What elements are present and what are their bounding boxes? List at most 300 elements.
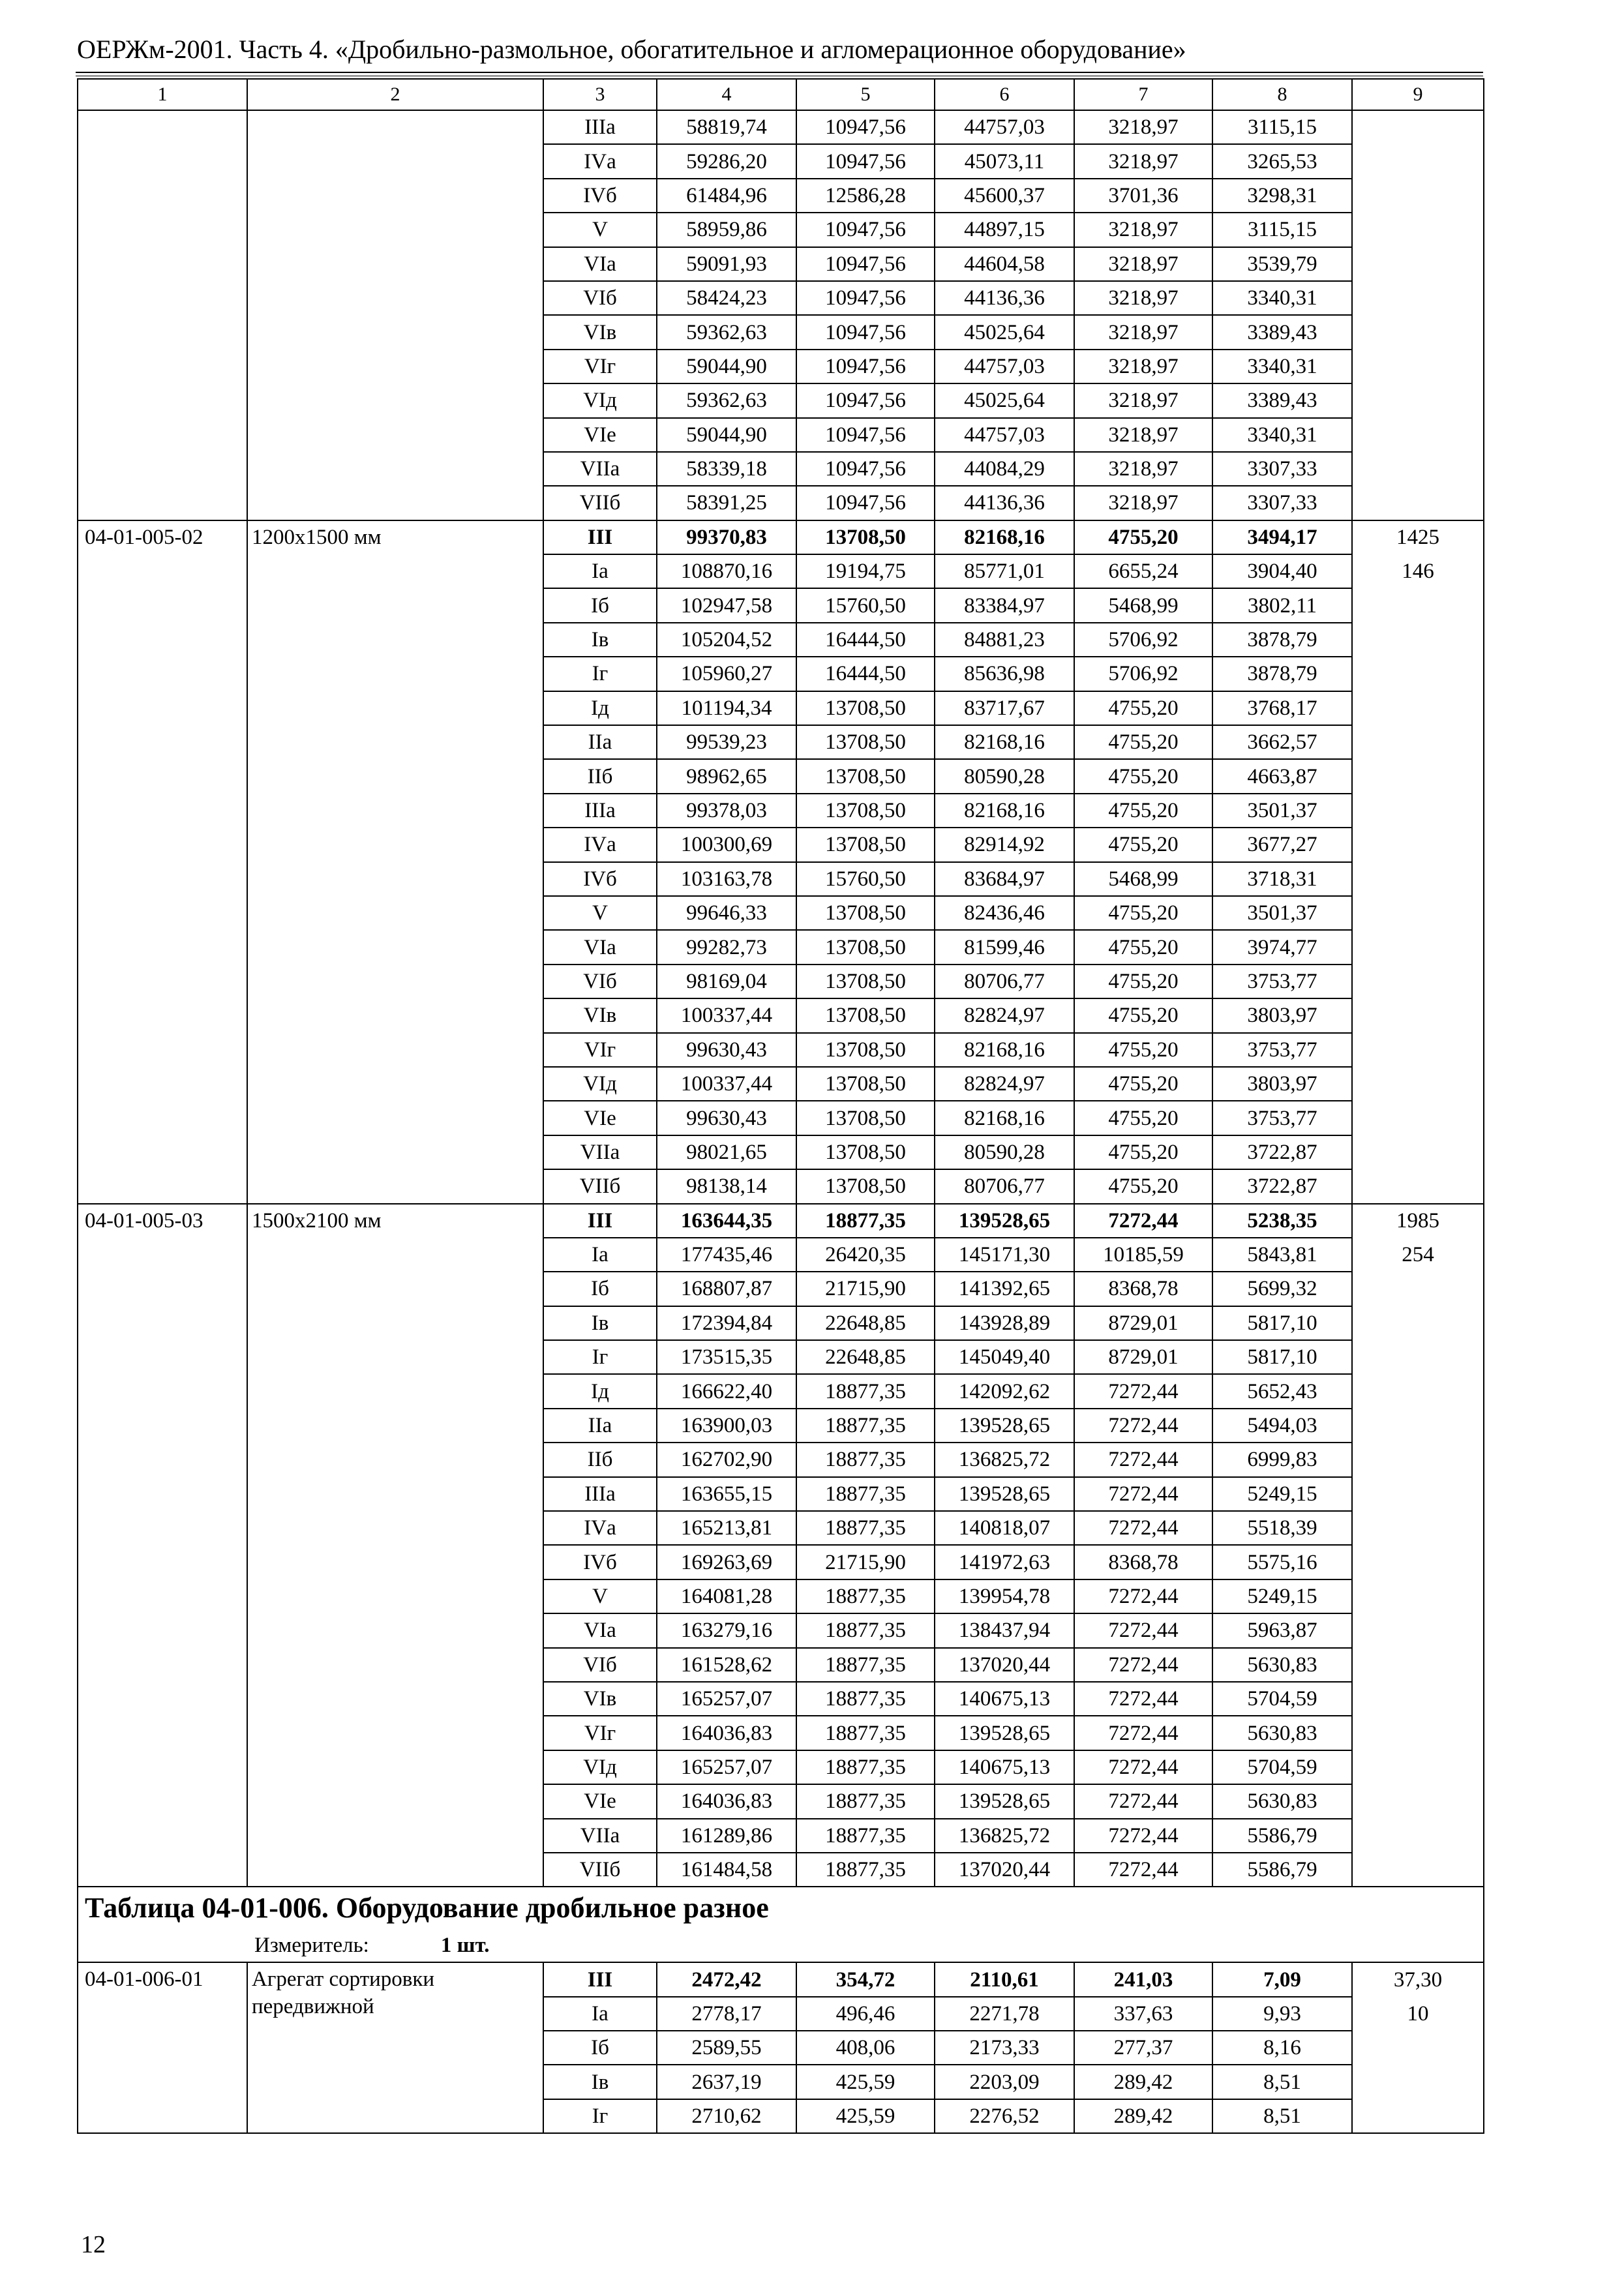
value-cell: 58424,23	[657, 281, 796, 315]
col9-cell	[1352, 828, 1484, 861]
value-cell: 4755,20	[1074, 794, 1212, 828]
value-cell: 13708,50	[796, 725, 935, 759]
value-cell: 3389,43	[1212, 315, 1352, 349]
value-cell: 4755,20	[1074, 520, 1212, 554]
region-cell: Iб	[543, 588, 657, 622]
region-cell: IIIа	[543, 794, 657, 828]
value-cell: 172394,84	[657, 1306, 796, 1340]
value-cell: 5518,39	[1212, 1511, 1352, 1545]
col9-cell: 37,30	[1352, 1962, 1484, 1996]
value-cell: 162702,90	[657, 1443, 796, 1476]
value-cell: 26420,35	[796, 1238, 935, 1272]
value-cell: 15760,50	[796, 862, 935, 896]
value-cell: 82824,97	[935, 998, 1074, 1032]
value-cell: 21715,90	[796, 1272, 935, 1306]
value-cell: 3701,36	[1074, 179, 1212, 213]
value-cell: 18877,35	[796, 1853, 935, 1887]
value-cell: 2472,42	[657, 1962, 796, 1996]
value-cell: 18877,35	[796, 1511, 935, 1545]
col9-cell	[1352, 1340, 1484, 1374]
region-cell: VIIб	[543, 1853, 657, 1887]
value-cell: 139528,65	[935, 1784, 1074, 1818]
col9-cell	[1352, 657, 1484, 691]
value-cell: 10947,56	[796, 144, 935, 178]
region-cell: VIг	[543, 350, 657, 383]
value-cell: 44757,03	[935, 110, 1074, 144]
value-cell: 99630,43	[657, 1101, 796, 1135]
value-cell: 58819,74	[657, 110, 796, 144]
value-cell: 5238,35	[1212, 1204, 1352, 1238]
value-cell: 4755,20	[1074, 1033, 1212, 1067]
value-cell: 18877,35	[796, 1750, 935, 1784]
col9-cell	[1352, 213, 1484, 247]
value-cell: 7272,44	[1074, 1682, 1212, 1716]
value-cell: 3218,97	[1074, 213, 1212, 247]
value-cell: 7272,44	[1074, 1409, 1212, 1443]
region-cell: VIг	[543, 1716, 657, 1750]
col9-cell	[1352, 794, 1484, 828]
value-cell: 2710,62	[657, 2099, 796, 2133]
value-cell: 22648,85	[796, 1340, 935, 1374]
value-cell: 7272,44	[1074, 1204, 1212, 1238]
value-cell: 45025,64	[935, 383, 1074, 417]
value-cell: 18877,35	[796, 1784, 935, 1818]
value-cell: 80590,28	[935, 1135, 1074, 1169]
value-cell: 9,93	[1212, 1997, 1352, 2031]
value-cell: 137020,44	[935, 1648, 1074, 1682]
value-cell: 18877,35	[796, 1613, 935, 1647]
value-cell: 8729,01	[1074, 1306, 1212, 1340]
col9-cell	[1352, 1545, 1484, 1579]
value-cell: 99646,33	[657, 896, 796, 930]
col9-cell	[1352, 998, 1484, 1032]
col9-cell	[1352, 1682, 1484, 1716]
value-cell: 7272,44	[1074, 1648, 1212, 1682]
value-cell: 5630,83	[1212, 1648, 1352, 1682]
value-cell: 13708,50	[796, 1135, 935, 1169]
region-cell: Iд	[543, 1374, 657, 1408]
col9-cell	[1352, 1033, 1484, 1067]
value-cell: 82168,16	[935, 520, 1074, 554]
value-cell: 139528,65	[935, 1477, 1074, 1511]
value-cell: 139528,65	[935, 1204, 1074, 1238]
value-cell: 2203,09	[935, 2065, 1074, 2099]
value-cell: 4755,20	[1074, 896, 1212, 930]
table-row	[78, 110, 1484, 144]
region-cell: VIд	[543, 1750, 657, 1784]
value-cell: 18877,35	[796, 1204, 935, 1238]
col9-cell	[1352, 1101, 1484, 1135]
column-number: 7	[1074, 79, 1212, 110]
region-cell: IVб	[543, 179, 657, 213]
value-cell: 59362,63	[657, 383, 796, 417]
col9-cell	[1352, 144, 1484, 178]
col9-cell	[1352, 930, 1484, 964]
col9-cell	[1352, 179, 1484, 213]
value-cell: 165257,07	[657, 1750, 796, 1784]
value-cell: 101194,34	[657, 691, 796, 725]
value-cell: 140818,07	[935, 1511, 1074, 1545]
region-cell: IIб	[543, 759, 657, 793]
value-cell: 10947,56	[796, 281, 935, 315]
value-cell: 3298,31	[1212, 179, 1352, 213]
region-cell: VIб	[543, 965, 657, 998]
value-cell: 10947,56	[796, 486, 935, 520]
region-cell: IIа	[543, 725, 657, 759]
value-cell: 166622,40	[657, 1374, 796, 1408]
region-cell: VIд	[543, 383, 657, 417]
region-cell: V	[543, 1579, 657, 1613]
value-cell: 6655,24	[1074, 554, 1212, 588]
item-name: 1200х1500 мм	[247, 520, 543, 1204]
value-cell: 18877,35	[796, 1716, 935, 1750]
column-number: 1	[78, 79, 247, 110]
col9-cell: 146	[1352, 554, 1484, 588]
value-cell: 4663,87	[1212, 759, 1352, 793]
table-caption-row	[78, 1887, 1484, 1929]
region-cell: VIIа	[543, 1135, 657, 1169]
region-cell: III	[543, 1204, 657, 1238]
col9-cell	[1352, 1579, 1484, 1613]
item-code: 04-01-005-03	[78, 1204, 247, 1887]
value-cell: 7272,44	[1074, 1716, 1212, 1750]
value-cell: 18877,35	[796, 1443, 935, 1476]
value-cell: 100337,44	[657, 1067, 796, 1101]
value-cell: 289,42	[1074, 2099, 1212, 2133]
value-cell: 82168,16	[935, 725, 1074, 759]
value-cell: 2271,78	[935, 1997, 1074, 2031]
value-cell: 3218,97	[1074, 452, 1212, 486]
value-cell: 289,42	[1074, 2065, 1212, 2099]
value-cell: 21715,90	[796, 1545, 935, 1579]
value-cell: 108870,16	[657, 554, 796, 588]
value-cell: 3115,15	[1212, 110, 1352, 144]
col9-cell: 254	[1352, 1238, 1484, 1272]
value-cell: 19194,75	[796, 554, 935, 588]
value-cell: 136825,72	[935, 1443, 1074, 1476]
value-cell: 5468,99	[1074, 862, 1212, 896]
value-cell: 173515,35	[657, 1340, 796, 1374]
region-cell: IVа	[543, 144, 657, 178]
value-cell: 4755,20	[1074, 1169, 1212, 1203]
value-cell: 3802,11	[1212, 588, 1352, 622]
value-cell: 16444,50	[796, 623, 935, 657]
value-cell: 168807,87	[657, 1272, 796, 1306]
value-cell: 82824,97	[935, 1067, 1074, 1101]
region-cell: V	[543, 896, 657, 930]
value-cell: 7272,44	[1074, 1579, 1212, 1613]
value-cell: 163900,03	[657, 1409, 796, 1443]
value-cell: 8368,78	[1074, 1272, 1212, 1306]
value-cell: 4755,20	[1074, 828, 1212, 861]
value-cell: 82168,16	[935, 794, 1074, 828]
value-cell: 5704,59	[1212, 1682, 1352, 1716]
col9-cell	[1352, 350, 1484, 383]
value-cell: 3501,37	[1212, 896, 1352, 930]
value-cell: 10947,56	[796, 418, 935, 452]
value-cell: 98169,04	[657, 965, 796, 998]
value-cell: 99378,03	[657, 794, 796, 828]
value-cell: 80590,28	[935, 759, 1074, 793]
value-cell: 241,03	[1074, 1962, 1212, 1996]
col9-cell	[1352, 1409, 1484, 1443]
value-cell: 496,46	[796, 1997, 935, 2031]
value-cell: 44897,15	[935, 213, 1074, 247]
value-cell: 7272,44	[1074, 1613, 1212, 1647]
region-cell: IVб	[543, 1545, 657, 1579]
value-cell: 13708,50	[796, 998, 935, 1032]
value-cell: 18877,35	[796, 1579, 935, 1613]
value-cell: 3340,31	[1212, 281, 1352, 315]
value-cell: 5706,92	[1074, 657, 1212, 691]
region-cell: Iв	[543, 1306, 657, 1340]
region-cell: Iд	[543, 691, 657, 725]
value-cell: 13708,50	[796, 828, 935, 861]
value-cell: 105960,27	[657, 657, 796, 691]
value-cell: 139954,78	[935, 1579, 1074, 1613]
col9-cell	[1352, 1135, 1484, 1169]
column-number-row	[78, 79, 1484, 110]
region-cell: VIд	[543, 1067, 657, 1101]
value-cell: 3803,97	[1212, 1067, 1352, 1101]
value-cell: 45600,37	[935, 179, 1074, 213]
region-cell: VIIа	[543, 452, 657, 486]
region-cell: Iб	[543, 1272, 657, 1306]
value-cell: 44757,03	[935, 350, 1074, 383]
region-cell: VIа	[543, 1613, 657, 1647]
value-cell: 5817,10	[1212, 1306, 1352, 1340]
region-cell: IVа	[543, 1511, 657, 1545]
value-cell: 44084,29	[935, 452, 1074, 486]
value-cell: 3878,79	[1212, 657, 1352, 691]
value-cell: 13708,50	[796, 794, 935, 828]
column-number: 3	[543, 79, 657, 110]
table-row	[78, 1962, 1484, 1996]
col9-cell	[1352, 1306, 1484, 1340]
region-cell: VIIб	[543, 1169, 657, 1203]
region-cell: VIIа	[543, 1819, 657, 1853]
table-row	[78, 1204, 1484, 1238]
col9-cell	[1352, 759, 1484, 793]
value-cell: 165257,07	[657, 1682, 796, 1716]
col9-cell	[1352, 725, 1484, 759]
value-cell: 5817,10	[1212, 1340, 1352, 1374]
value-cell: 98962,65	[657, 759, 796, 793]
col9-cell	[1352, 588, 1484, 622]
value-cell: 12586,28	[796, 179, 935, 213]
value-cell: 13708,50	[796, 1067, 935, 1101]
col9-cell	[1352, 315, 1484, 349]
column-number: 8	[1212, 79, 1352, 110]
value-cell: 85771,01	[935, 554, 1074, 588]
value-cell: 5586,79	[1212, 1819, 1352, 1853]
value-cell: 4755,20	[1074, 1101, 1212, 1135]
col9-cell	[1352, 1853, 1484, 1887]
value-cell: 5706,92	[1074, 623, 1212, 657]
col9-cell	[1352, 452, 1484, 486]
value-cell: 99370,83	[657, 520, 796, 554]
col9-cell	[1352, 1511, 1484, 1545]
value-cell: 5249,15	[1212, 1579, 1352, 1613]
col9-cell	[1352, 1374, 1484, 1408]
value-cell: 177435,46	[657, 1238, 796, 1272]
value-cell: 4755,20	[1074, 691, 1212, 725]
value-cell: 140675,13	[935, 1682, 1074, 1716]
value-cell: 4755,20	[1074, 965, 1212, 998]
table-caption: Таблица 04-01-006. Оборудование дробильное разное	[78, 1887, 1484, 1929]
item-name: Агрегат сортировки передвижной	[247, 1962, 543, 2133]
col9-cell: 1425	[1352, 520, 1484, 554]
value-cell: 3265,53	[1212, 144, 1352, 178]
value-cell: 7272,44	[1074, 1819, 1212, 1853]
value-cell: 16444,50	[796, 657, 935, 691]
value-cell: 83684,97	[935, 862, 1074, 896]
value-cell: 18877,35	[796, 1648, 935, 1682]
col9-cell: 10	[1352, 1997, 1484, 2031]
value-cell: 4755,20	[1074, 1135, 1212, 1169]
value-cell: 139528,65	[935, 1409, 1074, 1443]
value-cell: 59362,63	[657, 315, 796, 349]
value-cell: 102947,58	[657, 588, 796, 622]
value-cell: 141392,65	[935, 1272, 1074, 1306]
value-cell: 5843,81	[1212, 1238, 1352, 1272]
value-cell: 82168,16	[935, 1101, 1074, 1135]
col9-cell	[1352, 1784, 1484, 1818]
value-cell: 58959,86	[657, 213, 796, 247]
value-cell: 145171,30	[935, 1238, 1074, 1272]
value-cell: 18877,35	[796, 1409, 935, 1443]
col9-cell	[1352, 1067, 1484, 1101]
value-cell: 2173,33	[935, 2031, 1074, 2065]
value-cell: 3662,57	[1212, 725, 1352, 759]
col9-cell	[1352, 281, 1484, 315]
value-cell: 137020,44	[935, 1853, 1074, 1887]
value-cell: 81599,46	[935, 930, 1074, 964]
value-cell: 3340,31	[1212, 350, 1352, 383]
value-cell: 5630,83	[1212, 1716, 1352, 1750]
region-cell: Iа	[543, 1997, 657, 2031]
value-cell: 4755,20	[1074, 930, 1212, 964]
value-cell: 7272,44	[1074, 1511, 1212, 1545]
value-cell: 2778,17	[657, 1997, 796, 2031]
value-cell: 2276,52	[935, 2099, 1074, 2133]
header-rule	[76, 72, 1483, 73]
value-cell: 98021,65	[657, 1135, 796, 1169]
value-cell: 136825,72	[935, 1819, 1074, 1853]
region-cell: VIб	[543, 1648, 657, 1682]
value-cell: 13708,50	[796, 691, 935, 725]
value-cell: 354,72	[796, 1962, 935, 1996]
region-cell: Iа	[543, 1238, 657, 1272]
value-cell: 18877,35	[796, 1682, 935, 1716]
value-cell: 6999,83	[1212, 1443, 1352, 1476]
value-cell: 164036,83	[657, 1716, 796, 1750]
value-cell: 4755,20	[1074, 1067, 1212, 1101]
value-cell: 5575,16	[1212, 1545, 1352, 1579]
item-name: 1500х2100 мм	[247, 1204, 543, 1887]
region-cell: III	[543, 1962, 657, 1996]
col9-cell	[1352, 2031, 1484, 2065]
value-cell: 161484,58	[657, 1853, 796, 1887]
value-cell: 7,09	[1212, 1962, 1352, 1996]
value-cell: 142092,62	[935, 1374, 1074, 1408]
value-cell: 165213,81	[657, 1511, 796, 1545]
value-cell: 13708,50	[796, 965, 935, 998]
value-cell: 8,16	[1212, 2031, 1352, 2065]
value-cell: 3494,17	[1212, 520, 1352, 554]
region-cell: VIа	[543, 930, 657, 964]
value-cell: 3753,77	[1212, 1101, 1352, 1135]
value-cell: 3218,97	[1074, 110, 1212, 144]
value-cell: 10947,56	[796, 213, 935, 247]
region-cell: VIе	[543, 1784, 657, 1818]
col9-cell	[1352, 1613, 1484, 1647]
region-cell: VIа	[543, 247, 657, 281]
value-cell: 4755,20	[1074, 725, 1212, 759]
value-cell: 3501,37	[1212, 794, 1352, 828]
value-cell: 138437,94	[935, 1613, 1074, 1647]
col9-cell	[1352, 896, 1484, 930]
value-cell: 337,63	[1074, 1997, 1212, 2031]
value-cell: 3115,15	[1212, 213, 1352, 247]
value-cell: 5704,59	[1212, 1750, 1352, 1784]
value-cell: 5699,32	[1212, 1272, 1352, 1306]
value-cell: 99539,23	[657, 725, 796, 759]
col9-cell	[1352, 2065, 1484, 2099]
value-cell: 3718,31	[1212, 862, 1352, 896]
value-cell: 5963,87	[1212, 1613, 1352, 1647]
value-cell: 3904,40	[1212, 554, 1352, 588]
value-cell: 3753,77	[1212, 965, 1352, 998]
value-cell: 163279,16	[657, 1613, 796, 1647]
value-cell: 22648,85	[796, 1306, 935, 1340]
value-cell: 2637,19	[657, 2065, 796, 2099]
value-cell: 425,59	[796, 2099, 935, 2133]
value-cell: 5652,43	[1212, 1374, 1352, 1408]
value-cell: 3218,97	[1074, 281, 1212, 315]
value-cell: 10947,56	[796, 247, 935, 281]
value-cell: 164081,28	[657, 1579, 796, 1613]
measure-row	[78, 1929, 1484, 1962]
value-cell: 45025,64	[935, 315, 1074, 349]
col9-cell	[1352, 862, 1484, 896]
value-cell: 164036,83	[657, 1784, 796, 1818]
value-cell: 3539,79	[1212, 247, 1352, 281]
value-cell: 3974,77	[1212, 930, 1352, 964]
region-cell: IVа	[543, 828, 657, 861]
value-cell: 8368,78	[1074, 1545, 1212, 1579]
value-cell: 59091,93	[657, 247, 796, 281]
col9-cell	[1352, 486, 1484, 520]
value-cell: 408,06	[796, 2031, 935, 2065]
value-cell: 3218,97	[1074, 418, 1212, 452]
value-cell: 85636,98	[935, 657, 1074, 691]
value-cell: 163644,35	[657, 1204, 796, 1238]
measure-cell	[78, 1929, 1484, 1962]
region-cell: VIв	[543, 315, 657, 349]
value-cell: 103163,78	[657, 862, 796, 896]
value-cell: 84881,23	[935, 623, 1074, 657]
value-cell: 145049,40	[935, 1340, 1074, 1374]
value-cell: 98138,14	[657, 1169, 796, 1203]
value-cell: 100300,69	[657, 828, 796, 861]
region-cell: IIа	[543, 1409, 657, 1443]
value-cell: 5249,15	[1212, 1477, 1352, 1511]
region-cell: Iг	[543, 1340, 657, 1374]
col9-cell	[1352, 1443, 1484, 1476]
value-cell: 18877,35	[796, 1819, 935, 1853]
region-cell: VIб	[543, 281, 657, 315]
